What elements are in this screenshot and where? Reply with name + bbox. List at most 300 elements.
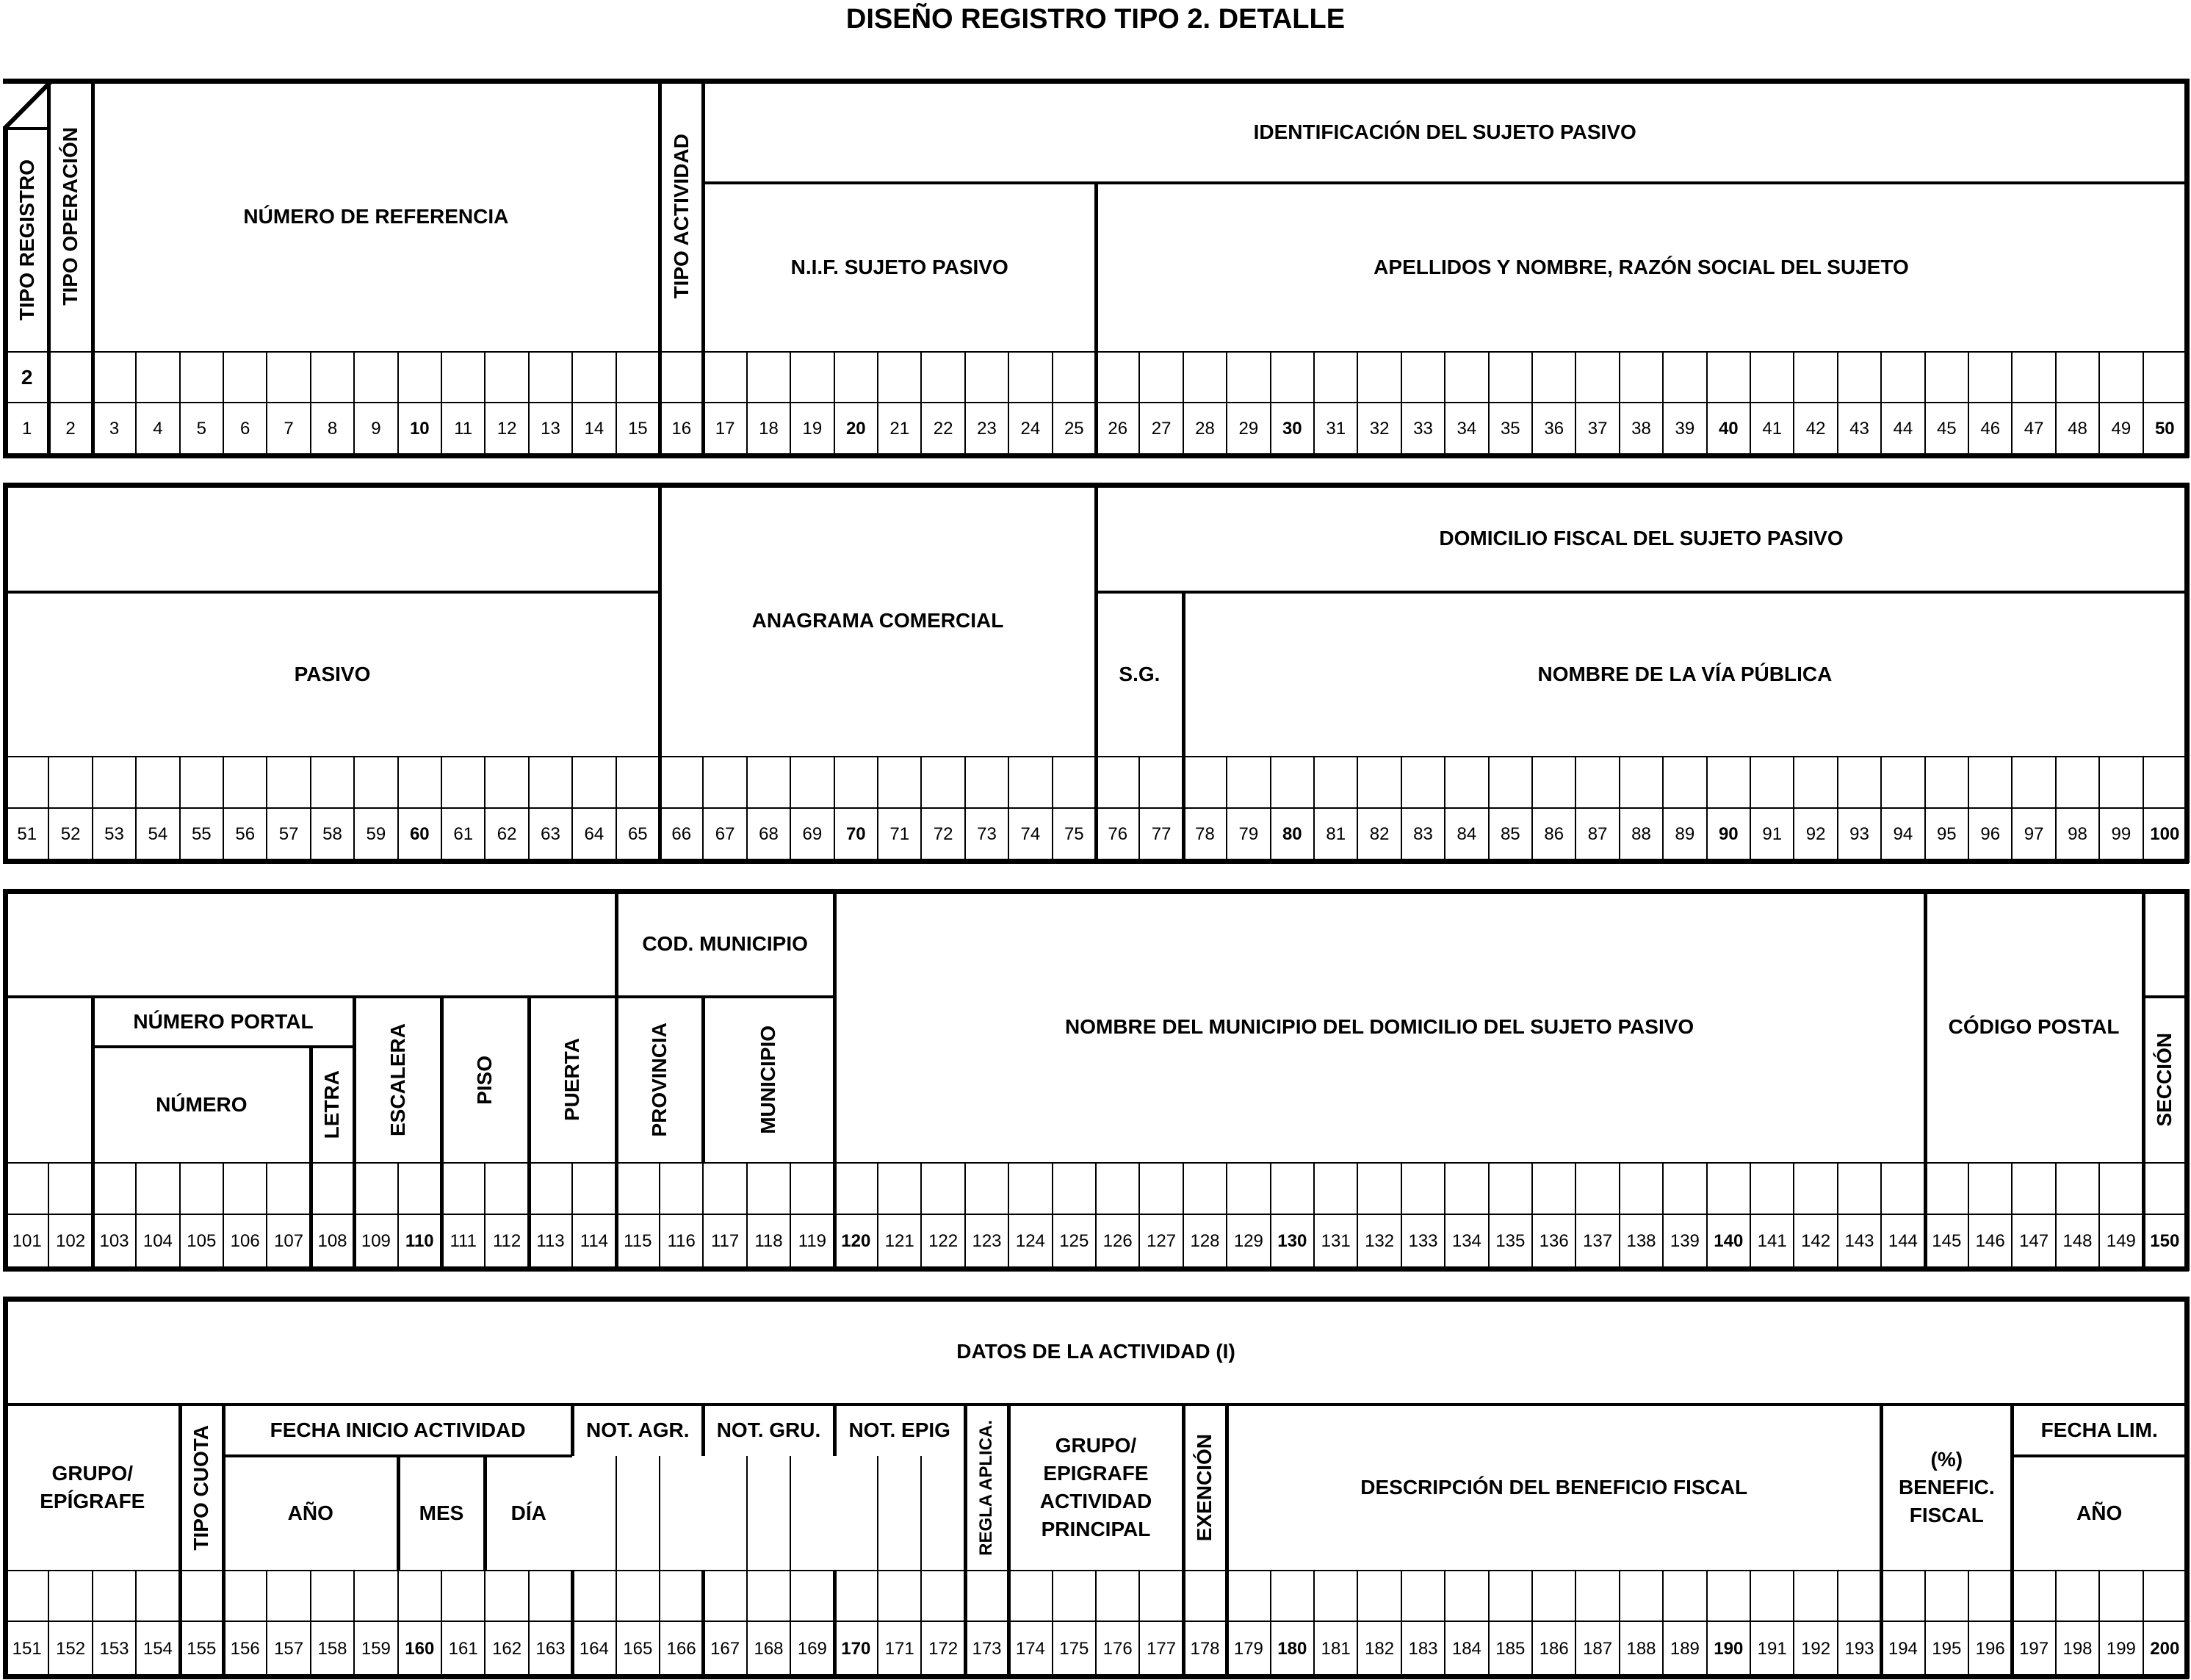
cell-separator: [1138, 1163, 1140, 1269]
value-cell-109[interactable]: [354, 1163, 397, 1214]
group-separator: [1094, 757, 1098, 861]
value-cell-20[interactable]: [834, 352, 878, 403]
value-cell-97[interactable]: [2012, 757, 2055, 808]
value-cell-70[interactable]: [834, 757, 878, 808]
cell-separator: [920, 1456, 922, 1571]
value-cell-85[interactable]: [1489, 757, 1532, 808]
value-cell-49[interactable]: [2099, 352, 2143, 403]
value-cell-96[interactable]: [1968, 757, 2012, 808]
cell-separator: [1313, 352, 1315, 455]
header-empty: [5, 485, 660, 592]
value-cell-120[interactable]: [834, 1163, 878, 1214]
value-cell-125[interactable]: [1053, 1163, 1096, 1214]
value-cell-175[interactable]: [1053, 1571, 1096, 1621]
position-number: 31: [1326, 419, 1346, 439]
value-cell-11[interactable]: [441, 352, 485, 403]
position-number: 25: [1064, 419, 1084, 439]
value-cell-2[interactable]: [48, 352, 92, 403]
value-cell-149[interactable]: [2099, 1163, 2143, 1214]
value-cell-168[interactable]: [747, 1571, 790, 1621]
cell-separator: [1706, 352, 1708, 455]
header-numero-label: NÚMERO: [156, 1093, 248, 1116]
cell-separator: [1488, 352, 1490, 455]
position-number: 52: [60, 824, 81, 844]
value-cell-53[interactable]: [93, 757, 136, 808]
value-cell-121[interactable]: [878, 1163, 921, 1214]
value-cell-28[interactable]: [1183, 352, 1227, 403]
header-tipo-registro: [5, 129, 48, 352]
value-cell-61[interactable]: [441, 757, 485, 808]
value-cell-50[interactable]: [2143, 352, 2187, 403]
value-cell-56[interactable]: [223, 757, 267, 808]
value-cell-167[interactable]: [703, 1571, 746, 1621]
value-cell-23[interactable]: [965, 352, 1008, 403]
value-cell-98[interactable]: [2056, 757, 2099, 808]
value-cell-59[interactable]: [354, 757, 397, 808]
value-cell-177[interactable]: [1139, 1571, 1183, 1621]
cell-separator: [834, 352, 835, 455]
header-border: [485, 1454, 572, 1457]
position-number: 195: [1932, 1638, 1962, 1659]
value-cell-126[interactable]: [1096, 1163, 1139, 1214]
value-cell-8[interactable]: [311, 352, 354, 403]
value-cell-183[interactable]: [1401, 1571, 1445, 1621]
value-cell-93[interactable]: [1838, 757, 1881, 808]
value-cell-123[interactable]: [965, 1163, 1008, 1214]
value-cell-58[interactable]: [311, 757, 354, 808]
value-cell-3[interactable]: [93, 352, 136, 403]
value-cell-200[interactable]: [2143, 1571, 2187, 1621]
value-cell-99[interactable]: [2099, 757, 2143, 808]
value-cell-173[interactable]: [965, 1571, 1008, 1621]
position-number: 200: [2150, 1638, 2180, 1659]
cell-separator: [1488, 1163, 1490, 1269]
value-cell-13[interactable]: [529, 352, 572, 403]
cell-separator: [964, 1163, 966, 1269]
cell-separator: [2055, 1571, 2057, 1676]
cell-separator: [1662, 1163, 1664, 1269]
value-cell-163[interactable]: [529, 1571, 572, 1621]
position-number: 103: [99, 1231, 129, 1251]
header-border: [180, 1403, 223, 1406]
value-cell-18[interactable]: [747, 352, 790, 403]
value-cell-155[interactable]: [180, 1571, 223, 1621]
value-cell-87[interactable]: [1575, 757, 1619, 808]
value-cell-179[interactable]: [1227, 1571, 1270, 1621]
value-cell-29[interactable]: [1227, 352, 1270, 403]
value-cell-142[interactable]: [1794, 1163, 1837, 1214]
position-number: 171: [884, 1638, 914, 1659]
value-cell-42[interactable]: [1794, 352, 1837, 403]
value-cell-30[interactable]: [1271, 352, 1314, 403]
header-descripcion-label: DESCRIPCIÓN DEL BENEFICIO FISCAL: [1360, 1476, 1748, 1499]
value-cell-106[interactable]: [223, 1163, 267, 1214]
value-cell-129[interactable]: [1227, 1163, 1270, 1214]
value-cell-45[interactable]: [1925, 352, 1968, 403]
value-cell-108[interactable]: [311, 1163, 354, 1214]
position-number: 2: [65, 419, 76, 439]
value-cell-170[interactable]: [834, 1571, 878, 1621]
value-cell-15[interactable]: [616, 352, 660, 403]
value-cell-185[interactable]: [1489, 1571, 1532, 1621]
header-piso-label: PISO: [473, 1055, 497, 1105]
value-cell-199[interactable]: [2099, 1571, 2143, 1621]
header-provincia-label: PROVINCIA: [647, 1023, 671, 1137]
value-cell-110[interactable]: [398, 1163, 441, 1214]
cell-separator: [223, 757, 224, 861]
header-apellidos: [1096, 183, 2187, 352]
value-cell-47[interactable]: [2012, 352, 2055, 403]
value-cell-16[interactable]: [660, 352, 703, 403]
value-cell-116[interactable]: [660, 1163, 703, 1214]
value-cell-84[interactable]: [1445, 757, 1488, 808]
position-number: 139: [1670, 1231, 1700, 1251]
value-cell-133[interactable]: [1401, 1163, 1445, 1214]
value-cell-180[interactable]: [1271, 1571, 1314, 1621]
value-cell-165[interactable]: [616, 1571, 660, 1621]
value-cell-67[interactable]: [703, 757, 746, 808]
value-cell-39[interactable]: [1663, 352, 1706, 403]
value-cell-5[interactable]: [180, 352, 223, 403]
value-cell-104[interactable]: [136, 1163, 179, 1214]
value-cell-159[interactable]: [354, 1571, 397, 1621]
header-border: [833, 1405, 837, 1456]
position-number: 111: [450, 1231, 477, 1251]
cell-separator: [179, 757, 181, 861]
position-number: 164: [579, 1638, 609, 1659]
value-cell-31[interactable]: [1314, 352, 1357, 403]
value-cell-118[interactable]: [747, 1163, 790, 1214]
position-number: 14: [584, 419, 604, 439]
value-cell-17[interactable]: [703, 352, 746, 403]
value-cell-7[interactable]: [267, 352, 310, 403]
value-cell-79[interactable]: [1227, 757, 1270, 808]
value-cell-196[interactable]: [1968, 1571, 2012, 1621]
value-cell-86[interactable]: [1532, 757, 1575, 808]
value-cell-55[interactable]: [180, 757, 223, 808]
cell-separator: [1401, 757, 1402, 861]
value-cell-1[interactable]: 2: [21, 365, 33, 389]
value-cell-140[interactable]: [1707, 1163, 1750, 1214]
value-cell-119[interactable]: [790, 1163, 834, 1214]
position-number: 77: [1151, 824, 1172, 844]
value-cell-105[interactable]: [180, 1163, 223, 1214]
value-cell-144[interactable]: [1881, 1163, 1924, 1214]
cell-separator: [2098, 1163, 2100, 1269]
cell-separator: [266, 1571, 267, 1676]
position-number: 187: [1583, 1638, 1613, 1659]
header-border: [93, 1046, 354, 1048]
value-cell-138[interactable]: [1620, 1163, 1663, 1214]
position-number: 127: [1147, 1231, 1177, 1251]
value-cell-190[interactable]: [1707, 1571, 1750, 1621]
value-cell-62[interactable]: [485, 757, 528, 808]
cell-separator: [1575, 1571, 1576, 1676]
value-cell-103[interactable]: [93, 1163, 136, 1214]
value-cell-78[interactable]: [1183, 757, 1227, 808]
cell-separator: [746, 757, 748, 861]
value-cell-172[interactable]: [921, 1571, 964, 1621]
position-number: 199: [2106, 1638, 2136, 1659]
position-number: 158: [317, 1638, 347, 1659]
value-cell-92[interactable]: [1794, 757, 1837, 808]
group-separator: [1094, 352, 1098, 455]
value-cell-10[interactable]: [398, 352, 441, 403]
value-cell-162[interactable]: [485, 1571, 528, 1621]
value-cell-101[interactable]: [5, 1163, 48, 1214]
value-cell-24[interactable]: [1008, 352, 1052, 403]
value-cell-37[interactable]: [1575, 352, 1619, 403]
value-cell-146[interactable]: [1968, 1163, 2012, 1214]
value-cell-68[interactable]: [747, 757, 790, 808]
value-cell-166[interactable]: [660, 1571, 703, 1621]
header-border: [440, 997, 444, 1163]
header-border: [1227, 1403, 1881, 1406]
value-cell-111[interactable]: [441, 1163, 485, 1214]
value-cell-82[interactable]: [1357, 757, 1401, 808]
value-cell-77[interactable]: [1139, 757, 1183, 808]
position-number: 34: [1457, 419, 1477, 439]
header-border: [658, 485, 662, 757]
value-cell-25[interactable]: [1053, 352, 1096, 403]
value-cell-36[interactable]: [1532, 352, 1575, 403]
cell-separator: [2011, 1163, 2013, 1269]
value-cell-72[interactable]: [921, 757, 964, 808]
value-cell-6[interactable]: [223, 352, 267, 403]
value-cell-26[interactable]: [1096, 352, 1139, 403]
value-cell-132[interactable]: [1357, 1163, 1401, 1214]
value-cell-52[interactable]: [48, 757, 92, 808]
value-cell-4[interactable]: [136, 352, 179, 403]
value-cell-136[interactable]: [1532, 1163, 1575, 1214]
cell-separator: [1138, 757, 1140, 861]
value-cell-32[interactable]: [1357, 352, 1401, 403]
value-cell-112[interactable]: [485, 1163, 528, 1214]
value-cell-178[interactable]: [1183, 1571, 1227, 1621]
value-cell-33[interactable]: [1401, 352, 1445, 403]
value-cell-141[interactable]: [1750, 1163, 1794, 1214]
position-number: 48: [2068, 419, 2087, 439]
value-cell-88[interactable]: [1620, 757, 1663, 808]
value-cell-95[interactable]: [1925, 757, 1968, 808]
position-number: 71: [889, 824, 910, 844]
cell-separator: [1138, 1571, 1140, 1676]
header-descripcion: [1227, 1405, 1881, 1571]
value-cell-43[interactable]: [1838, 352, 1881, 403]
value-cell-156[interactable]: [223, 1571, 267, 1621]
position-number: 24: [1020, 419, 1041, 439]
cell-separator: [1750, 1571, 1751, 1676]
value-cell-57[interactable]: [267, 757, 310, 808]
value-cell-184[interactable]: [1445, 1571, 1488, 1621]
value-cell-107[interactable]: [267, 1163, 310, 1214]
cell-separator: [877, 757, 878, 861]
header-border: [222, 1456, 225, 1571]
value-cell-27[interactable]: [1139, 352, 1183, 403]
value-cell-122[interactable]: [921, 1163, 964, 1214]
value-cell-153[interactable]: [93, 1571, 136, 1621]
value-cell-60[interactable]: [398, 757, 441, 808]
position-number: 28: [1195, 419, 1215, 439]
value-cell-115[interactable]: [616, 1163, 660, 1214]
cell-separator: [659, 1456, 660, 1571]
value-cell-73[interactable]: [965, 757, 1008, 808]
value-cell-41[interactable]: [1750, 352, 1794, 403]
value-cell-182[interactable]: [1357, 1571, 1401, 1621]
cell-separator: [1968, 1163, 1969, 1269]
value-cell-151[interactable]: [5, 1571, 48, 1621]
value-cell-148[interactable]: [2056, 1163, 2099, 1214]
position-number: 74: [1020, 824, 1041, 844]
value-cell-44[interactable]: [1881, 352, 1924, 403]
value-cell-195[interactable]: [1925, 1571, 1968, 1621]
position-number: 94: [1893, 824, 1913, 844]
value-cell-130[interactable]: [1271, 1163, 1314, 1214]
header-border: [1096, 181, 2187, 184]
value-cell-150[interactable]: [2143, 1163, 2187, 1214]
value-cell-75[interactable]: [1053, 757, 1096, 808]
header-nif-label: N.I.F. SUJETO PASIVO: [790, 256, 1008, 278]
value-cell-76[interactable]: [1096, 757, 1139, 808]
value-cell-74[interactable]: [1008, 757, 1052, 808]
value-cell-69[interactable]: [790, 757, 834, 808]
header-border: [615, 891, 618, 997]
value-cell-54[interactable]: [136, 757, 179, 808]
value-cell-128[interactable]: [1183, 1163, 1227, 1214]
value-cell-100[interactable]: [2143, 757, 2187, 808]
position-number: 9: [371, 419, 381, 439]
header-letra-label: LETRA: [320, 1070, 344, 1139]
value-cell-66[interactable]: [660, 757, 703, 808]
value-cell-139[interactable]: [1663, 1163, 1706, 1214]
cell-separator: [1095, 1571, 1097, 1676]
value-cell-187[interactable]: [1575, 1571, 1619, 1621]
position-number: 197: [2019, 1638, 2049, 1659]
position-number: 137: [1583, 1231, 1613, 1251]
header-border: [1096, 591, 1183, 594]
value-cell-145[interactable]: [1925, 1163, 1968, 1214]
position-number: 133: [1408, 1231, 1438, 1251]
value-cell-171[interactable]: [878, 1571, 921, 1621]
value-cell-188[interactable]: [1620, 1571, 1663, 1621]
position-number: 113: [536, 1231, 565, 1251]
value-cell-193[interactable]: [1838, 1571, 1881, 1621]
cell-separator: [2143, 757, 2144, 861]
value-cell-12[interactable]: [485, 352, 528, 403]
value-cell-51[interactable]: [5, 757, 48, 808]
value-cell-34[interactable]: [1445, 352, 1488, 403]
position-number: 118: [754, 1231, 783, 1251]
position-number: 16: [671, 419, 692, 439]
value-cell-164[interactable]: [572, 1571, 616, 1621]
value-cell-94[interactable]: [1881, 757, 1924, 808]
value-cell-186[interactable]: [1532, 1571, 1575, 1621]
value-cell-91[interactable]: [1750, 757, 1794, 808]
cell-separator: [2098, 1571, 2100, 1676]
value-cell-63[interactable]: [529, 757, 572, 808]
value-cell-113[interactable]: [529, 1163, 572, 1214]
value-cell-83[interactable]: [1401, 757, 1445, 808]
value-cell-160[interactable]: [398, 1571, 441, 1621]
header-cod-municipio: [616, 891, 834, 997]
header-border: [1094, 485, 1098, 592]
position-number: 185: [1495, 1638, 1526, 1659]
value-cell-154[interactable]: [136, 1571, 179, 1621]
value-cell-89[interactable]: [1663, 757, 1706, 808]
value-cell-181[interactable]: [1314, 1571, 1357, 1621]
value-cell-64[interactable]: [572, 757, 616, 808]
value-cell-135[interactable]: [1489, 1163, 1532, 1214]
header-piso: [441, 997, 529, 1163]
value-cell-127[interactable]: [1139, 1163, 1183, 1214]
frame-top: [3, 1297, 2189, 1302]
value-cell-117[interactable]: [703, 1163, 746, 1214]
value-cell-124[interactable]: [1008, 1163, 1052, 1214]
value-cell-143[interactable]: [1838, 1163, 1881, 1214]
value-cell-9[interactable]: [354, 352, 397, 403]
value-cell-191[interactable]: [1750, 1571, 1794, 1621]
header-border: [1094, 183, 1098, 352]
value-cell-21[interactable]: [878, 352, 921, 403]
header-border: [703, 995, 834, 998]
cell-separator: [1357, 1163, 1358, 1269]
position-number: 65: [627, 824, 648, 844]
value-cell-137[interactable]: [1575, 1163, 1619, 1214]
value-cell-90[interactable]: [1707, 757, 1750, 808]
cell-separator: [1837, 352, 1838, 455]
cell-separator: [266, 757, 267, 861]
header-not-gru-label: NOT. GRU.: [716, 1418, 821, 1441]
value-cell-22[interactable]: [921, 352, 964, 403]
value-cell-131[interactable]: [1314, 1163, 1357, 1214]
value-cell-71[interactable]: [878, 757, 921, 808]
position-number: 198: [2062, 1638, 2093, 1659]
value-cell-158[interactable]: [311, 1571, 354, 1621]
value-cell-194[interactable]: [1881, 1571, 1924, 1621]
value-cell-192[interactable]: [1794, 1571, 1837, 1621]
value-cell-134[interactable]: [1445, 1163, 1488, 1214]
value-cell-48[interactable]: [2056, 352, 2099, 403]
value-cell-81[interactable]: [1314, 757, 1357, 808]
value-cell-147[interactable]: [2012, 1163, 2055, 1214]
value-cell-189[interactable]: [1663, 1571, 1706, 1621]
value-cell-169[interactable]: [790, 1571, 834, 1621]
cell-separator: [1488, 757, 1490, 861]
position-number: 117: [710, 1231, 740, 1251]
value-cell-14[interactable]: [572, 352, 616, 403]
value-cell-80[interactable]: [1271, 757, 1314, 808]
value-cell-38[interactable]: [1620, 352, 1663, 403]
value-cell-114[interactable]: [572, 1163, 616, 1214]
position-number: 54: [148, 824, 168, 844]
value-cell-152[interactable]: [48, 1571, 92, 1621]
cell-separator: [1662, 352, 1664, 455]
value-cell-35[interactable]: [1489, 352, 1532, 403]
value-cell-157[interactable]: [267, 1571, 310, 1621]
value-cell-102[interactable]: [48, 1163, 92, 1214]
value-cell-46[interactable]: [1968, 352, 2012, 403]
value-cell-198[interactable]: [2056, 1571, 2099, 1621]
value-cell-40[interactable]: [1707, 352, 1750, 403]
header-via-publica-label: NOMBRE DE LA VÍA PÚBLICA: [1537, 663, 1833, 685]
value-cell-176[interactable]: [1096, 1571, 1139, 1621]
value-cell-197[interactable]: [2012, 1571, 2055, 1621]
value-cell-174[interactable]: [1008, 1571, 1052, 1621]
value-cell-65[interactable]: [616, 757, 660, 808]
value-cell-161[interactable]: [441, 1571, 485, 1621]
value-cell-19[interactable]: [790, 352, 834, 403]
cell-separator: [1837, 757, 1838, 861]
